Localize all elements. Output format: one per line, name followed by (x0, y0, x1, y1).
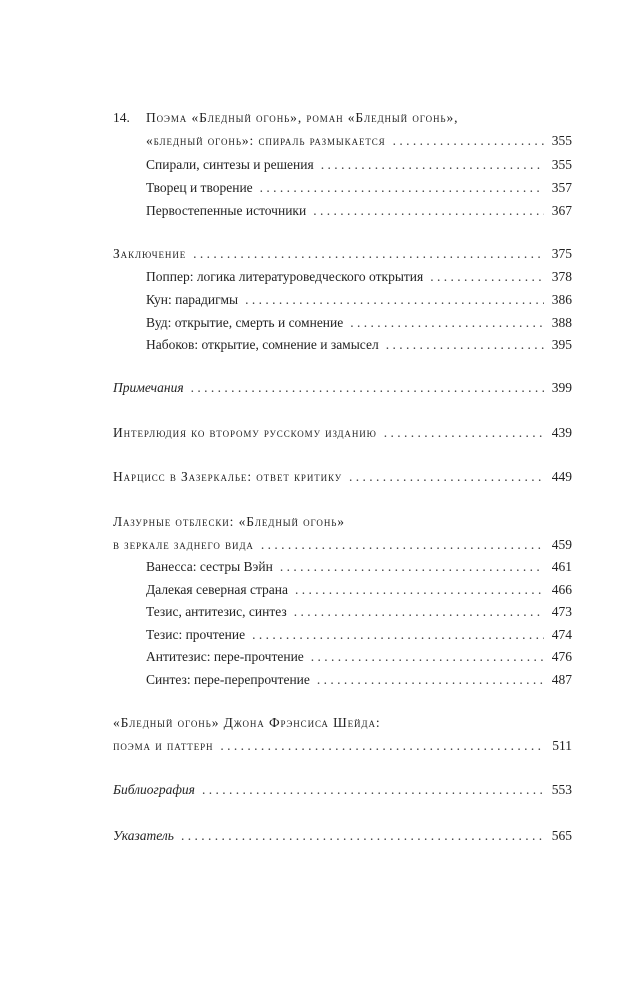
interlude-entry (113, 423, 572, 443)
leader-dots (313, 201, 544, 221)
leader-dots (321, 155, 544, 175)
leader-dots (202, 780, 544, 800)
page-number: 473 (551, 604, 572, 619)
subentry-title: Антитезис: пере-прочтение (146, 649, 304, 664)
leader-dots (294, 602, 544, 622)
leader-dots (350, 313, 544, 333)
subentry-title: Тезис: прочтение (146, 627, 246, 642)
page-number: 466 (551, 582, 572, 597)
leader-dots (430, 267, 544, 287)
page-number: 474 (551, 627, 572, 642)
toc-subentry (146, 670, 572, 690)
toc-subentry (146, 625, 572, 645)
toc-subentry (146, 557, 572, 577)
chapter-14-entry (146, 131, 572, 151)
leader-dots (384, 423, 544, 443)
toc-subentry (146, 290, 572, 310)
page-number: 553 (551, 782, 572, 797)
leader-dots (349, 467, 544, 487)
page-number: 487 (551, 672, 572, 687)
leader-dots (260, 178, 544, 198)
shade-entry (113, 736, 572, 756)
leader-dots (261, 535, 544, 555)
leader-dots (280, 557, 544, 577)
azure-title-line2: в зеркале заднего вида (113, 537, 254, 552)
leader-dots (386, 335, 544, 355)
subentry-title: Поппер: логика литературоведческого открытия (146, 269, 424, 284)
page-number: 355 (551, 157, 572, 172)
page-number: 565 (551, 828, 572, 843)
interlude-title: Интерлюдия ко второму русскому изданию (113, 425, 377, 440)
toc-subentry (146, 178, 572, 198)
leader-dots (311, 647, 544, 667)
chapter-number: 14. (113, 110, 130, 125)
azure-title-line1: Лазурные отблески: «Бледный огонь» (113, 514, 345, 529)
subentry-title: Творец и творение (146, 180, 253, 195)
subentry-title: Далекая северная страна (146, 582, 288, 597)
subentry-title: Синтез: пере-перепрочтение (146, 672, 310, 687)
leader-dots (193, 244, 544, 264)
subentry-title: Спирали, синтезы и решения (146, 157, 314, 172)
page-number: 388 (551, 315, 572, 330)
index-entry (113, 826, 572, 846)
conclusion-title: Заключение (113, 246, 187, 261)
narcissus-entry (113, 467, 572, 487)
leader-dots (181, 826, 544, 846)
page-number: 355 (551, 133, 572, 148)
subentry-title: Набоков: открытие, сомнение и замысел (146, 337, 379, 352)
leader-dots (252, 625, 544, 645)
toc-subentry (146, 155, 572, 175)
toc-subentry (146, 313, 572, 333)
leader-dots (393, 131, 544, 151)
subentry-title: Кун: парадигмы (146, 292, 239, 307)
subentry-title: Ванесса: сестры Вэйн (146, 559, 273, 574)
leader-dots (317, 670, 544, 690)
bibliography-entry (113, 780, 572, 800)
page-number: 399 (551, 380, 572, 395)
page-number: 439 (551, 425, 572, 440)
page-number: 449 (551, 469, 572, 484)
notes-entry (113, 378, 572, 398)
conclusion-entry (113, 244, 572, 264)
subentry-title: Вуд: открытие, смерть и сомнение (146, 315, 344, 330)
subentry-title: Тезис, антитезис, синтез (146, 604, 287, 619)
page-number: 375 (551, 246, 572, 261)
bibliography-title: Библиография (113, 782, 195, 797)
leader-dots (191, 378, 544, 398)
shade-title-line1: «Бледный огонь» Джона Фрэнсиса Шейда: (113, 715, 381, 730)
notes-title: Примечания (113, 380, 184, 395)
page-number: 357 (551, 180, 572, 195)
page-number: 511 (552, 738, 572, 753)
toc-subentry (146, 335, 572, 355)
toc-subentry (146, 580, 572, 600)
subentry-title: Первостепенные источники (146, 203, 307, 218)
toc-subentry (146, 201, 572, 221)
chapter-14-title-line1: Поэма «Бледный огонь», роман «Бледный огонь», (146, 110, 459, 125)
toc-subentry (146, 602, 572, 622)
page-number: 386 (551, 292, 572, 307)
page-number: 395 (551, 337, 572, 352)
toc-subentry (146, 647, 572, 667)
toc-subentry (146, 267, 572, 287)
shade-title-line2: поэма и паттерн (113, 738, 214, 753)
index-title: Указатель (113, 828, 174, 843)
leader-dots (220, 736, 544, 756)
leader-dots (245, 290, 544, 310)
narcissus-title: Нарцисс в Зазеркалье: ответ критику (113, 469, 343, 484)
chapter-14-title-line2: «бледный огонь»: спираль размыкается (146, 133, 386, 148)
page-number: 378 (551, 269, 572, 284)
leader-dots (295, 580, 544, 600)
azure-entry (113, 535, 572, 555)
page-number: 367 (551, 203, 572, 218)
page-number: 476 (551, 649, 572, 664)
page-number: 459 (551, 537, 572, 552)
page-number: 461 (551, 559, 572, 574)
